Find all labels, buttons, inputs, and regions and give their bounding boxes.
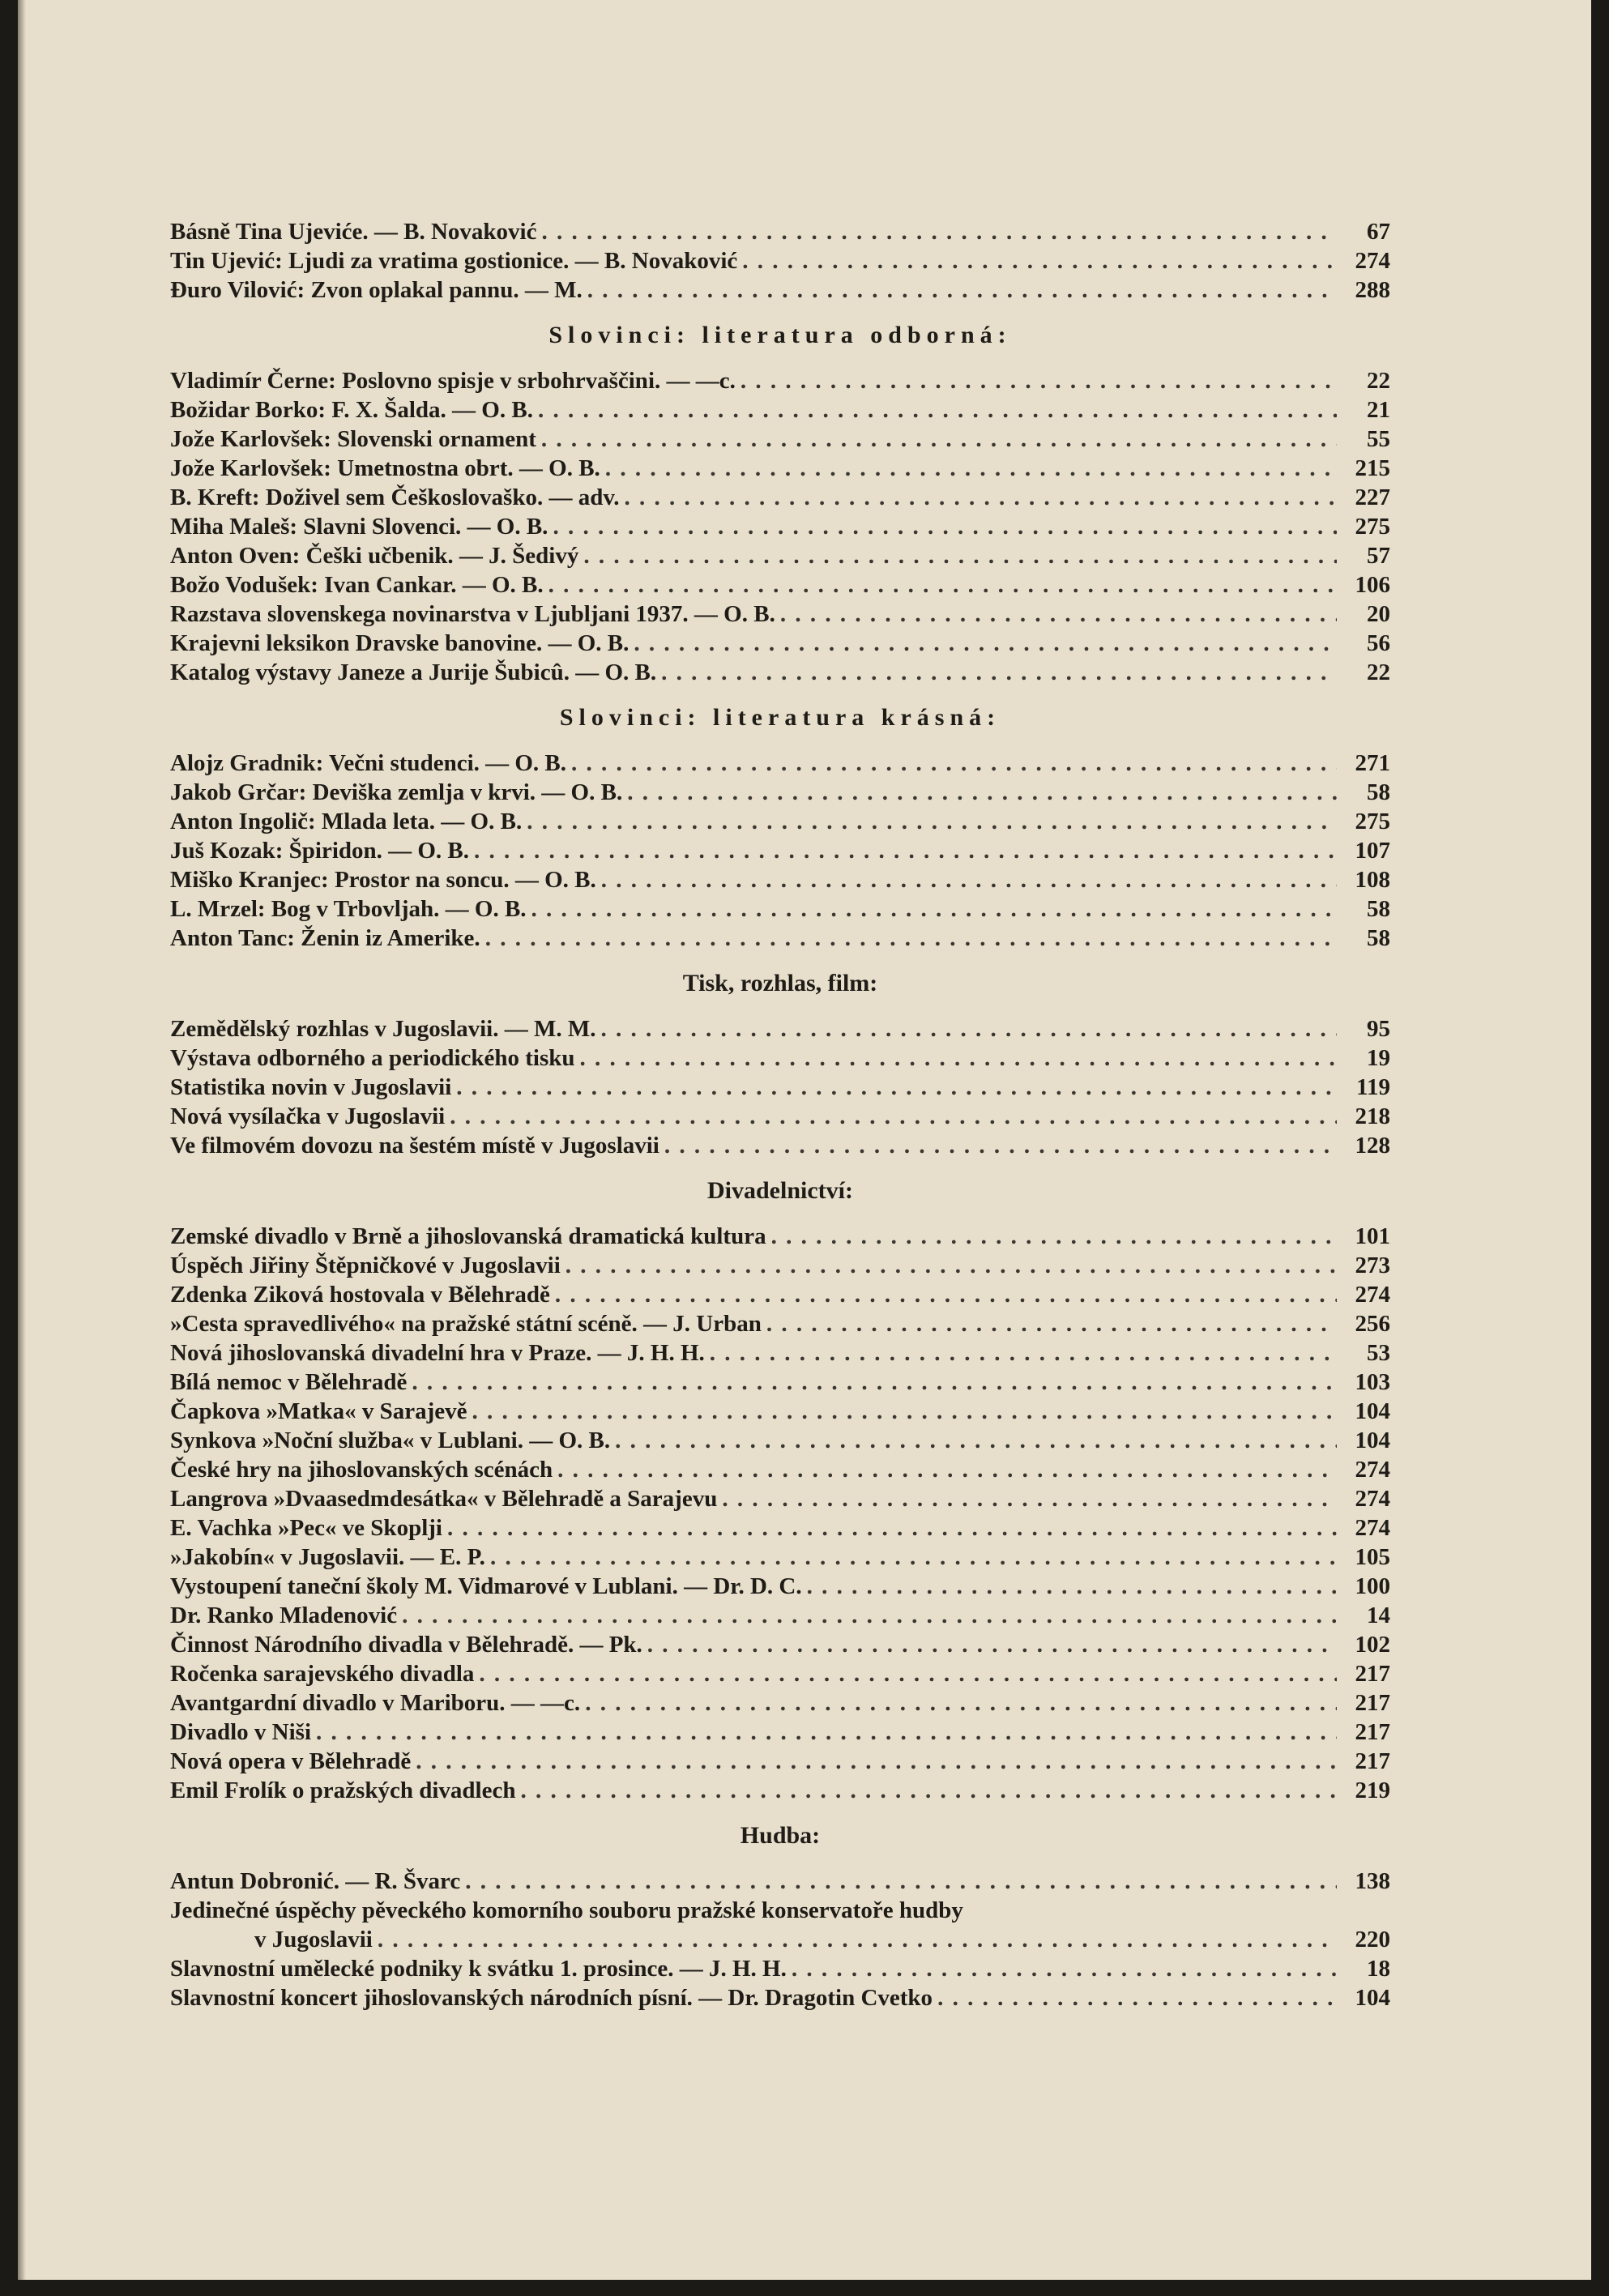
entry-title: Krajevni leksikon Dravske banovine. — O. B. [170, 630, 630, 656]
section-heading: Slovinci: literatura odborná: [548, 322, 1012, 348]
dot-leader [585, 1688, 1337, 1718]
entry-title: E. Vachka »Pec« ve Skoplji [170, 1515, 442, 1541]
page-number: 217 [1355, 1719, 1390, 1745]
entry-title: Vladimír Černe: Poslovno spisje v srbohrvaščini. — —c. [170, 368, 736, 394]
dot-leader [937, 1983, 1337, 2012]
dot-leader [615, 1426, 1337, 1455]
entry-title: Synkova »Noční služba« v Lublani. — O. B. [170, 1428, 611, 1453]
dot-leader [557, 1455, 1337, 1484]
page-number: 104 [1355, 1428, 1390, 1453]
dot-leader [531, 894, 1337, 924]
toc-entry [170, 512, 1390, 541]
toc-entry [170, 1426, 1390, 1455]
dot-leader [538, 395, 1337, 425]
toc-entry [170, 366, 1390, 395]
dot-leader [766, 1309, 1337, 1338]
dot-leader [601, 865, 1337, 894]
toc-entry [170, 1776, 1390, 1805]
toc-entry [170, 1338, 1390, 1368]
toc-entry [170, 454, 1390, 483]
toc-entry [170, 1222, 1390, 1251]
toc-entry [170, 1718, 1390, 1747]
entry-title: Statistika novin v Jugoslavii [170, 1074, 452, 1100]
entry-title: Výstava odborného a periodického tisku [170, 1045, 575, 1071]
dot-leader [605, 454, 1337, 483]
page-number: 57 [1367, 543, 1390, 569]
dot-leader [378, 1925, 1337, 1954]
page-number: 102 [1355, 1632, 1390, 1658]
entry-title: Divadlo v Niši [170, 1719, 312, 1745]
dot-leader [587, 275, 1337, 305]
toc-entry [170, 1630, 1390, 1659]
page-number: 217 [1355, 1661, 1390, 1687]
entry-title: Básně Tina Ujeviće. — B. Novaković [170, 219, 537, 245]
entry-title: Miško Kranjec: Prostor na soncu. — O. B. [170, 867, 596, 893]
toc-entry [170, 865, 1390, 894]
dot-leader [541, 217, 1337, 246]
dot-leader [771, 1222, 1337, 1251]
dot-leader [624, 483, 1337, 512]
dot-leader [722, 1484, 1337, 1513]
dot-leader [520, 1776, 1337, 1805]
page-number: 275 [1355, 514, 1390, 540]
toc-entry [170, 1954, 1390, 1983]
entry-title: Božo Vodušek: Ivan Cankar. — O. B. [170, 572, 544, 598]
dot-leader [565, 1251, 1337, 1280]
entry-title: Anton Oven: Češki učbenik. — J. Šedivý [170, 543, 579, 569]
section-heading: Slovinci: literatura krásná: [559, 704, 1001, 731]
entry-title: Slavnostní koncert jihoslovanských národních písní. — Dr. Dragotin Cvetko [170, 1985, 933, 2011]
toc-entry [170, 1572, 1390, 1601]
entry-title: Jože Karlovšek: Slovenski ornament [170, 426, 536, 452]
dot-leader [807, 1572, 1337, 1601]
page-number: 105 [1355, 1544, 1390, 1570]
toc-entry [170, 1014, 1390, 1043]
dot-leader [710, 1338, 1337, 1368]
toc-entry [170, 483, 1390, 512]
toc-entry [170, 425, 1390, 454]
entry-title: Zdenka Ziková hostovala v Bělehradě [170, 1282, 550, 1308]
page-number: 20 [1367, 601, 1390, 627]
entry-title: Juš Kozak: Špiridon. — O. B. [170, 838, 470, 864]
entry-title: Razstava slovenskega novinarstva v Ljubljani 1937. — O. B. [170, 601, 775, 627]
dot-leader [664, 1131, 1337, 1160]
entry-title: Anton Tanc: Ženin iz Amerike. [170, 925, 480, 951]
page-number: 274 [1355, 1486, 1390, 1512]
page-number: 104 [1355, 1985, 1390, 2011]
page-number: 138 [1355, 1868, 1390, 1894]
toc-entry [170, 1896, 1390, 1925]
dot-leader [541, 425, 1337, 454]
page-number: 107 [1355, 838, 1390, 864]
page-number: 22 [1367, 659, 1390, 685]
entry-title: Langrova »Dvaasedmdesátka« v Bělehradě a Sarajevu [170, 1486, 718, 1512]
toc-entry [170, 395, 1390, 425]
dot-leader [450, 1102, 1337, 1131]
page-number: 58 [1367, 896, 1390, 922]
toc-entry [170, 1601, 1390, 1630]
toc-entry [170, 1867, 1390, 1896]
toc-entry [170, 1309, 1390, 1338]
entry-title: Zemědělský rozhlas v Jugoslavii. — M. M. [170, 1016, 596, 1042]
dot-leader [742, 246, 1337, 275]
entry-title: Tin Ujević: Ljudi za vratima gostionice. — B. Novaković [170, 248, 738, 274]
entry-title: Đuro Vilović: Zvon oplakal pannu. — M. [170, 277, 583, 303]
entry-title: Miha Maleš: Slavni Slovenci. — O. B. [170, 514, 548, 540]
entry-title: v Jugoslavii [254, 1927, 373, 1952]
page-number: 18 [1367, 1956, 1390, 1982]
entry-title: B. Kreft: Doživel sem Češkoslovaško. — adv. [170, 484, 620, 510]
page-number: 21 [1367, 397, 1390, 423]
page-number: 104 [1355, 1398, 1390, 1424]
page-number: 218 [1355, 1103, 1390, 1129]
toc-entry [170, 778, 1390, 807]
toc-entry [170, 1251, 1390, 1280]
dot-leader [402, 1601, 1337, 1630]
entry-title: Čapkova »Matka« v Sarajevě [170, 1398, 467, 1424]
entry-title: Nová vysílačka v Jugoslavii [170, 1103, 446, 1129]
page-number: 22 [1367, 368, 1390, 394]
entry-title: Úspěch Jiřiny Štěpničkové v Jugoslavii [170, 1253, 561, 1278]
toc-entry [170, 1368, 1390, 1397]
dot-leader [780, 600, 1337, 629]
toc-entry [170, 658, 1390, 687]
entry-title: Bílá nemoc v Bělehradě [170, 1369, 408, 1395]
entry-title: »Cesta spravedlivého« na pražské státní scéně. — J. Urban [170, 1311, 762, 1337]
dot-leader [416, 1747, 1337, 1776]
entry-title: Avantgardní divadlo v Mariboru. — —c. [170, 1690, 581, 1716]
page [18, 0, 1591, 2280]
page-number: 58 [1367, 925, 1390, 951]
toc-entry [170, 1513, 1390, 1543]
page-number: 108 [1355, 867, 1390, 893]
page-number: 100 [1355, 1573, 1390, 1599]
page-number: 128 [1355, 1133, 1390, 1159]
page-number: 274 [1355, 248, 1390, 274]
entry-title: Anton Ingolič: Mlada leta. — O. B. [170, 809, 523, 834]
toc-entry [170, 629, 1390, 658]
section-heading: Divadelnictví: [707, 1177, 853, 1204]
page-number: 14 [1367, 1603, 1390, 1628]
page-number: 53 [1367, 1340, 1390, 1366]
page-number: 256 [1355, 1311, 1390, 1337]
page-number: 56 [1367, 630, 1390, 656]
entry-title: Antun Dobronić. — R. Švarc [170, 1868, 461, 1894]
dot-leader [647, 1630, 1337, 1659]
toc-entry [170, 600, 1390, 629]
toc-entry [170, 1659, 1390, 1688]
dot-leader [485, 924, 1337, 953]
dot-leader [456, 1073, 1337, 1102]
page-number: 220 [1355, 1927, 1390, 1952]
page-edge [18, 0, 26, 2280]
entry-title: Katalog výstavy Janeze a Jurije Šubicû. — O. B. [170, 659, 657, 685]
page-number: 19 [1367, 1045, 1390, 1071]
toc-entry [170, 217, 1390, 246]
entry-title: Nová jihoslovanská divadelní hra v Praze. — J. H. H. [170, 1340, 705, 1366]
toc-entry [170, 924, 1390, 953]
toc-entry [170, 1397, 1390, 1426]
page-number: 273 [1355, 1253, 1390, 1278]
toc-entry [170, 1983, 1390, 2012]
page-number: 274 [1355, 1282, 1390, 1308]
toc-entry [170, 275, 1390, 305]
entry-title: L. Mrzel: Bog v Trbovljah. — O. B. [170, 896, 527, 922]
page-number: 119 [1356, 1074, 1390, 1100]
page-number: 288 [1355, 277, 1390, 303]
page-number: 274 [1355, 1515, 1390, 1541]
dot-leader [571, 749, 1337, 778]
dot-leader [490, 1543, 1337, 1572]
toc-entry [170, 1131, 1390, 1160]
page-number: 217 [1355, 1748, 1390, 1774]
toc-entry [170, 1043, 1390, 1073]
entry-title: Jedinečné úspěchy pěveckého komorního souboru pražské konservatoře hudby [170, 1897, 963, 1923]
entry-title: Vystoupení taneční školy M. Vidmarové v Lublani. — Dr. D. C. [170, 1573, 802, 1599]
toc-entry [170, 1925, 1390, 1954]
entry-title: Slavnostní umělecké podniky k svátku 1. prosince. — J. H. H. [170, 1956, 787, 1982]
page-number: 67 [1367, 219, 1390, 245]
entry-title: Ročenka sarajevského divadla [170, 1661, 475, 1687]
page-number: 58 [1367, 779, 1390, 805]
dot-leader [465, 1867, 1337, 1896]
toc-entry [170, 570, 1390, 600]
dot-leader [792, 1954, 1337, 1983]
page-number: 227 [1355, 484, 1390, 510]
page-number: 275 [1355, 809, 1390, 834]
dot-leader [527, 807, 1337, 836]
page-number: 215 [1355, 455, 1390, 481]
page-number: 217 [1355, 1690, 1390, 1716]
page-number: 101 [1355, 1223, 1390, 1249]
dot-leader [474, 836, 1337, 865]
dot-leader [634, 629, 1337, 658]
dot-leader [447, 1513, 1337, 1543]
toc-entry [170, 894, 1390, 924]
toc-entry [170, 1280, 1390, 1309]
toc-entry [170, 749, 1390, 778]
page-number: 103 [1355, 1369, 1390, 1395]
toc-entry [170, 1747, 1390, 1776]
dot-leader [553, 512, 1337, 541]
dot-leader [555, 1280, 1337, 1309]
entry-title: Ve filmovém dovozu na šestém místě v Jugoslavii [170, 1133, 659, 1159]
entry-title: Zemské divadlo v Brně a jihoslovanská dramatická kultura [170, 1223, 766, 1249]
entry-title: Božidar Borko: F. X. Šalda. — O. B. [170, 397, 533, 423]
entry-title: Emil Frolík o pražských divadlech [170, 1777, 516, 1803]
dot-leader [583, 541, 1337, 570]
section-heading: Tisk, rozhlas, film: [682, 970, 878, 996]
page-number: 106 [1355, 572, 1390, 598]
toc-entry [170, 1102, 1390, 1131]
toc-entry [170, 1073, 1390, 1102]
entry-title: Činnost Národního divadla v Bělehradě. — Pk. [170, 1632, 642, 1658]
dot-leader [412, 1368, 1337, 1397]
page-number: 95 [1367, 1016, 1390, 1042]
entry-title: České hry na jihoslovanských scénách [170, 1457, 553, 1483]
toc-entry [170, 541, 1390, 570]
page-number: 274 [1355, 1457, 1390, 1483]
entry-title: Jože Karlovšek: Umetnostna obrt. — O. B. [170, 455, 600, 481]
toc-entry [170, 1484, 1390, 1513]
toc-entry [170, 1455, 1390, 1484]
dot-leader [740, 366, 1337, 395]
entry-title: Dr. Ranko Mladenović [170, 1603, 398, 1628]
section-heading: Hudba: [740, 1822, 821, 1849]
entry-title: Nová opera v Bělehradě [170, 1748, 412, 1774]
dot-leader [661, 658, 1337, 687]
dot-leader [479, 1659, 1337, 1688]
dot-leader [580, 1043, 1337, 1073]
toc-entry [170, 807, 1390, 836]
page-number: 55 [1367, 426, 1390, 452]
dot-leader [548, 570, 1337, 600]
toc-entry [170, 1543, 1390, 1572]
entry-title: Jakob Grčar: Deviška zemlja v krvi. — O. B. [170, 779, 623, 805]
dot-leader [600, 1014, 1337, 1043]
dot-leader [472, 1397, 1337, 1426]
entry-title: Alojz Gradnik: Večni studenci. — O. B. [170, 750, 567, 776]
dot-leader [316, 1718, 1337, 1747]
dot-leader [627, 778, 1337, 807]
toc-entry [170, 1688, 1390, 1718]
toc-entry [170, 246, 1390, 275]
page-number: 271 [1355, 750, 1390, 776]
page-number: 219 [1355, 1777, 1390, 1803]
entry-title: »Jakobín« v Jugoslavii. — E. P. [170, 1544, 485, 1570]
table-of-contents [170, 217, 1390, 2012]
toc-entry [170, 836, 1390, 865]
